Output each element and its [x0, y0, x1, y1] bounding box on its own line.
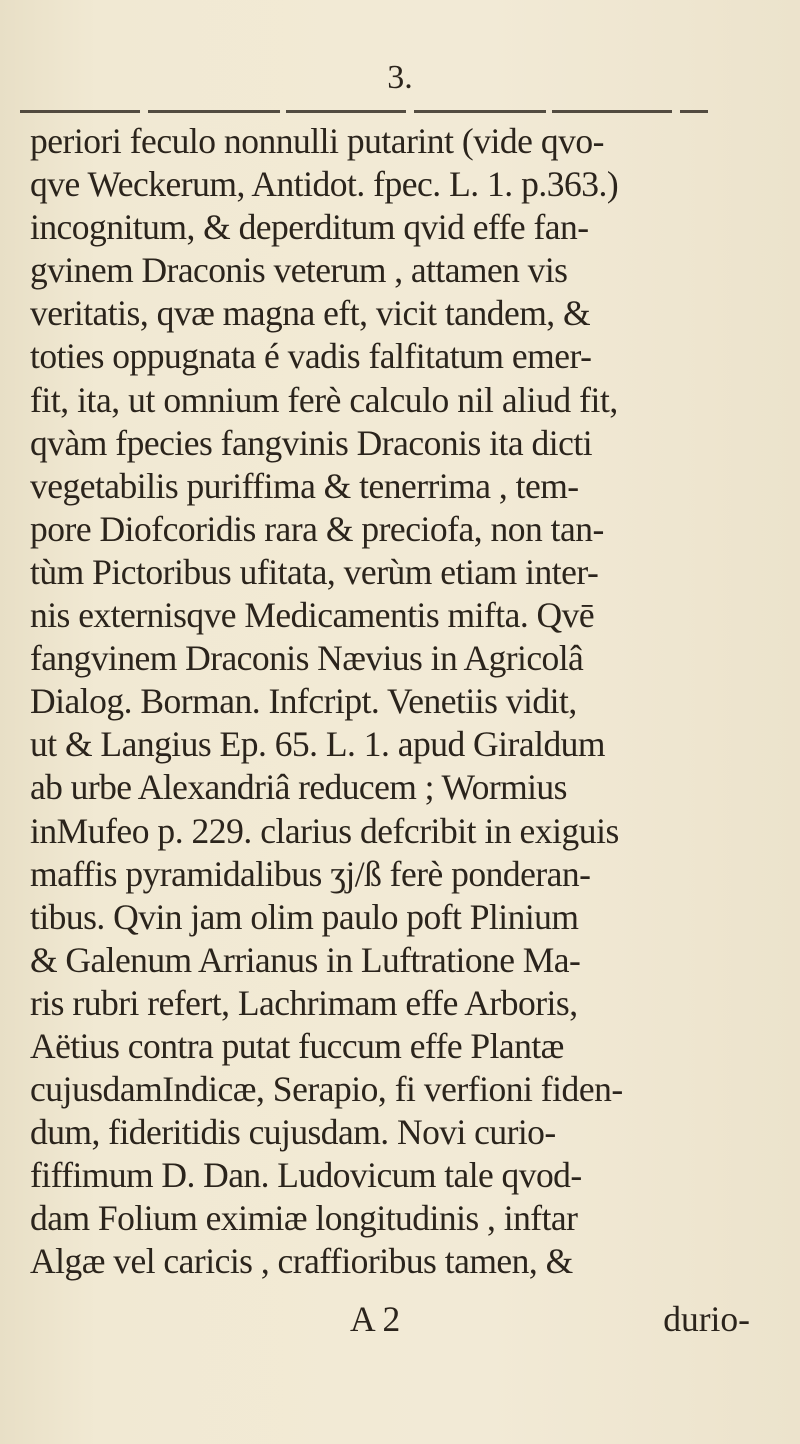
catchword: durio-: [663, 1299, 750, 1339]
text-line: incognitum, & deperditum qvid effe fan-: [30, 207, 589, 248]
text-line: cujusdamIndicæ, Serapio, fi verfioni fiden-: [30, 1069, 623, 1110]
text-line: Aëtius contra putat fuccum effe Plantæ: [30, 1025, 564, 1066]
text-line: nis externisqve Medicamentis mifta. Qvē: [30, 595, 595, 636]
text-line: fit, ita, ut omnium ferè calculo nil aliud fit,: [30, 379, 618, 420]
text-line: & Galenum Arrianus in Luftratione Ma-: [30, 939, 581, 980]
text-line: ut & Langius Ep. 65. L. 1. apud Giraldum: [30, 724, 606, 765]
text-line: periori feculo nonnulli putarint (vide qvo-: [30, 121, 604, 161]
footer-line: [30, 1298, 770, 1342]
text-line: toties oppugnata é vadis falfitatum emer-: [30, 336, 592, 377]
text-line: fiffimum D. Dan. Ludovicum tale qvod-: [30, 1155, 582, 1196]
signature-mark: A 2: [350, 1299, 401, 1339]
text-line: inMufeo p. 229. clarius defcribit in exiguis: [30, 810, 619, 851]
text-line: fangvinem Draconis Nævius in Agricolâ: [30, 638, 584, 679]
header-rule: [20, 110, 708, 113]
body-text: [30, 120, 790, 1284]
text-line: qvàm fpecies fangvinis Draconis ita dicti: [30, 422, 593, 463]
text-line: tibus. Qvin jam olim paulo poft Plinium: [30, 896, 579, 937]
text-line: qve Weckerum, Antidot. fpec. L. 1. p.363.): [30, 164, 619, 205]
text-line: ris rubri refert, Lachrimam effe Arboris,: [30, 982, 578, 1023]
text-line: vegetabilis puriffima & tenerrima , tem-: [30, 465, 579, 506]
page-number: 3.: [387, 59, 413, 96]
text-line: maffis pyramidalibus ʒj/ß ferè ponderan-: [30, 853, 591, 894]
text-line: Algæ vel caricis , craffioribus tamen, &: [30, 1241, 573, 1282]
text-line: ab urbe Alexandriâ reducem ; Wormius: [30, 767, 567, 808]
text-line: pore Diofcoridis rara & preciofa, non tan-: [30, 508, 604, 549]
text-line: Dialog. Borman. Infcript. Venetiis vidit,: [30, 681, 577, 722]
text-line: tùm Pictoribus ufitata, verùm etiam inter-: [30, 551, 599, 592]
text-line: veritatis, qvæ magna eft, vicit tandem, &: [30, 293, 591, 334]
text-line: gvinem Draconis veterum , attamen vis: [30, 250, 568, 291]
text-line: dum, fideritidis cujusdam. Novi curio-: [30, 1112, 556, 1153]
text-line: dam Folium eximiæ longitudinis , inftar: [30, 1198, 578, 1239]
